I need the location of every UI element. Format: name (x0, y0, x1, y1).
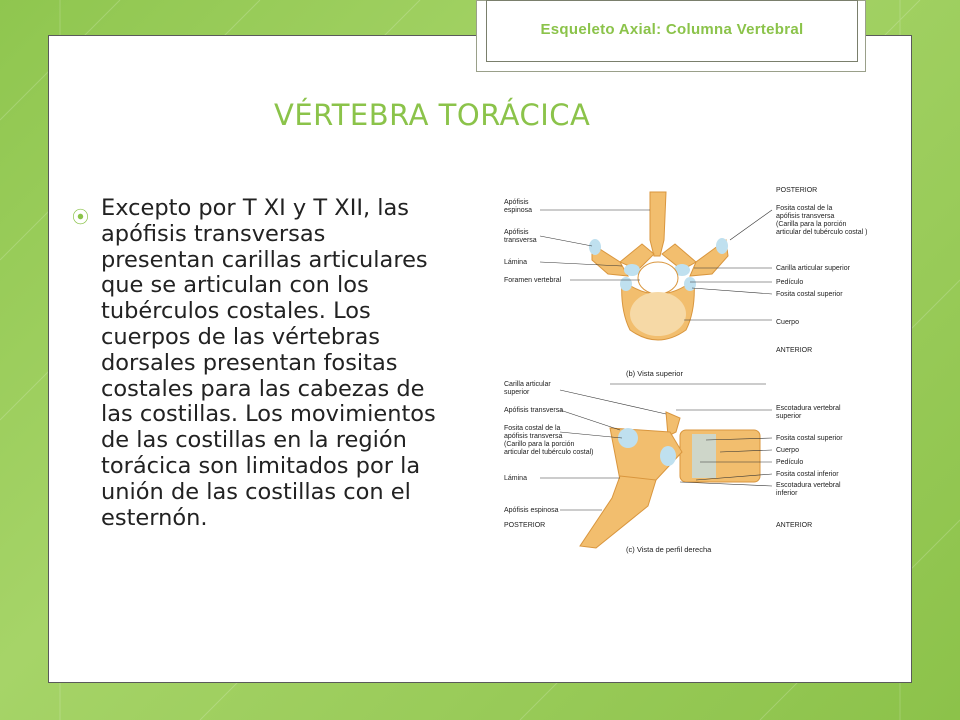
thoracic-vertebra-figure (470, 180, 900, 575)
label-lat-anterior: ANTERIOR (776, 522, 813, 529)
bullet-paragraph: Excepto por T XI y T XII, las apófisis transversas presentan carillas articulares que se articulan con los tubérculos costales. Los cuerpos de las vértebras dorsales presentan fositas costales para las cabezas de las costillas. Los movimientos de las costillas en la región torácica son limitados por la unión de las costillas con el esternón. (101, 195, 436, 531)
label-lat-cuerpo: Cuerpo (776, 447, 799, 454)
label-pediculo: Pedículo (776, 279, 804, 286)
label-fosita-costal-apofisis: Fosita costal de la apófisis transversa (Carilla para la porción articular del tubérculo costal ) (776, 205, 868, 236)
label-apofisis-transversa: Apófisis transversa (504, 229, 537, 244)
label-fosita-costal-superior: Fosita costal superior (776, 291, 843, 298)
label-lat-posterior: POSTERIOR (504, 522, 546, 529)
label-lat-escotadura-superior: Escotadura vertebral superior (776, 405, 841, 420)
slide-heading: VÉRTEBRA TORÁCICA (274, 98, 591, 132)
caption-vista-superior: (b) Vista superior (626, 369, 683, 378)
label-lat-escotadura-inferior: Escotadura vertebral inferior (776, 482, 841, 497)
label-carilla-articular-superior: Carilla articular superior (776, 265, 850, 272)
lateral-view-drawing (580, 412, 760, 548)
label-posterior-top: POSTERIOR (776, 187, 818, 194)
caption-vista-perfil: (c) Vista de perfil derecha (626, 545, 712, 554)
slide-header-title: Esqueleto Axial: Columna Vertebral (486, 0, 858, 62)
label-cuerpo: Cuerpo (776, 319, 799, 326)
label-lat-fosita-costal-apofisis: Fosita costal de la apófisis transversa (Carillo para la porción articular del tubérculo costal) (504, 425, 594, 456)
label-lat-pediculo: Pedículo (776, 459, 804, 466)
label-lamina: Lámina (504, 259, 527, 266)
label-lat-apofisis-transversa: Apófisis transversa (504, 407, 564, 414)
circle-bullet-icon: ⦿ (72, 208, 89, 227)
superior-view-drawing (589, 192, 728, 340)
label-anterior-top: ANTERIOR (776, 347, 813, 354)
label-lat-apofisis-espinosa: Apófisis espinosa (504, 507, 559, 514)
label-lat-fosita-costal-inferior: Fosita costal inferior (776, 471, 839, 478)
label-lat-lamina: Lámina (504, 475, 527, 482)
label-apofisis-espinosa: Apófisis espinosa (504, 199, 533, 214)
label-lat-fosita-costal-superior: Fosita costal superior (776, 435, 843, 442)
label-lat-carilla-articular: Carilla articular superior (504, 381, 551, 396)
label-foramen-vertebral: Foramen vertebral (504, 277, 562, 284)
